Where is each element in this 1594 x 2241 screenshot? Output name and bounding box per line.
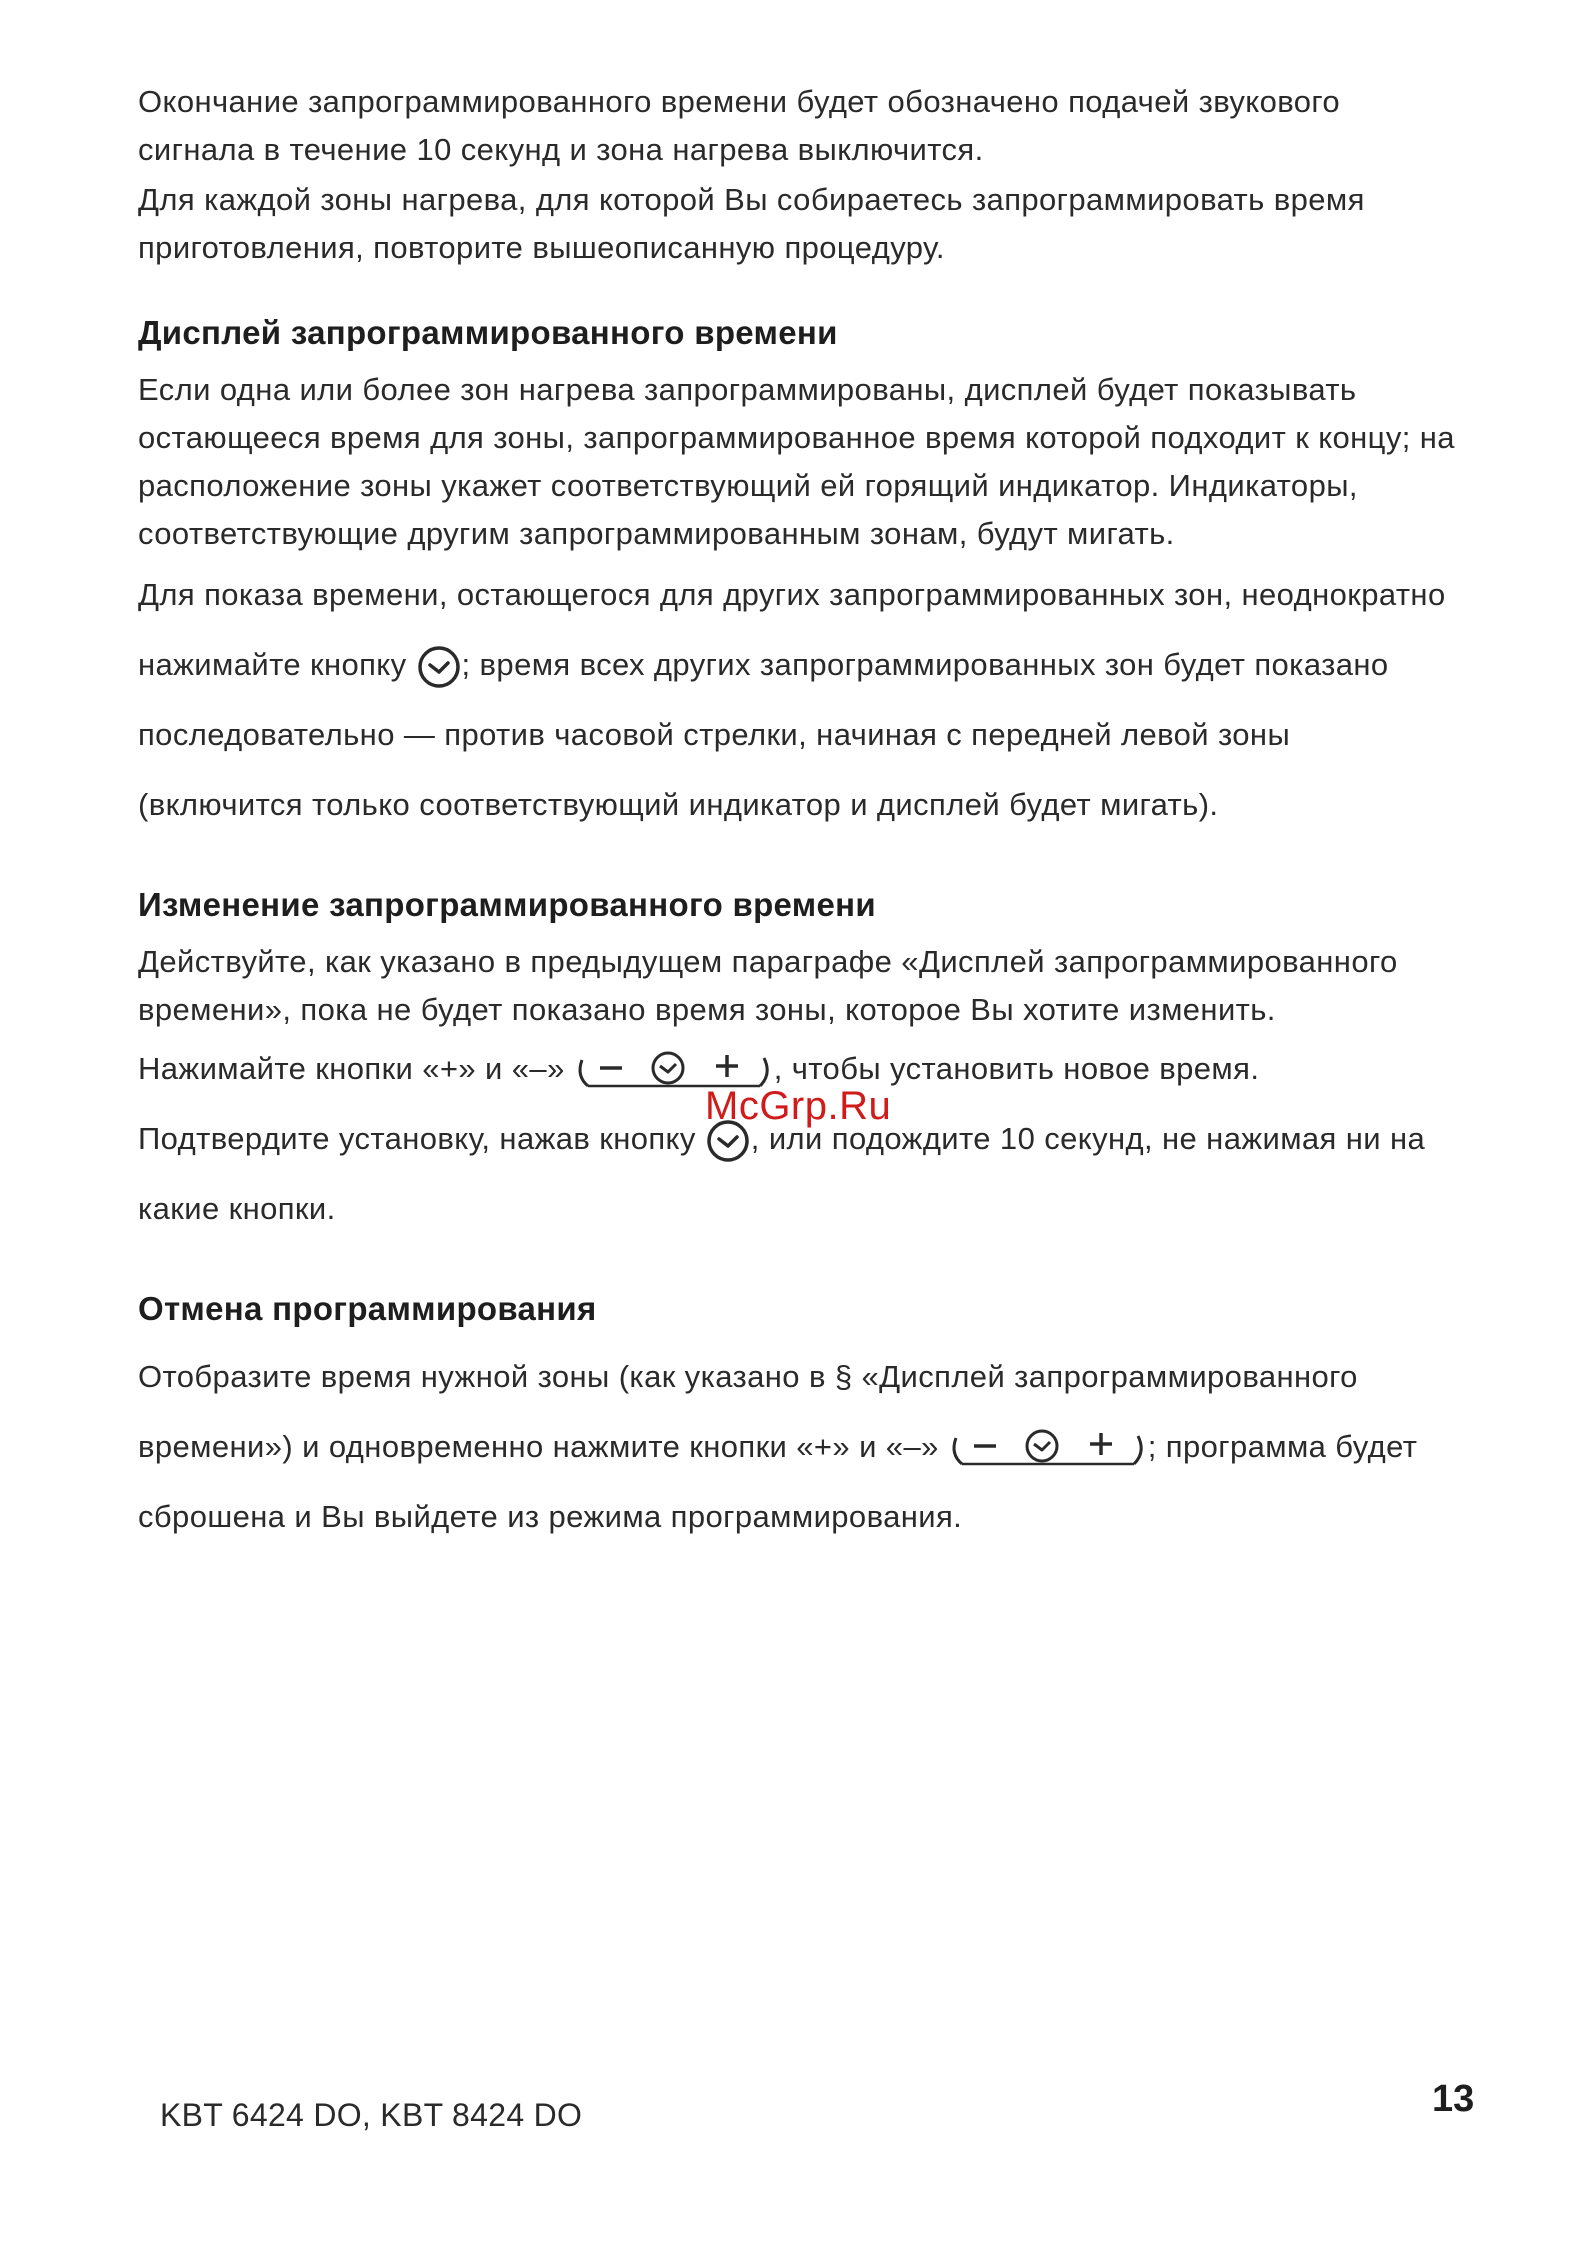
change-paragraph-3-end: , или подождите 10 секунд, не нажимая ни на какие кнопки. — [138, 1121, 1426, 1226]
document-page — [138, 78, 1458, 1552]
cancel-paragraph-1-start: Отобразите время нужной зоны (как указано в § «Дисплей запрограммированного времени») и одновременно нажмите кнопки «+» и «–» — [138, 1359, 1358, 1464]
section-heading-display: Дисплей запрограммированного времени — [138, 314, 838, 351]
intro-paragraph-1: Окончание запрограммированного времени будет обозначено подачей звукового сигнала в течение 10 секунд и зона нагрева выключится. — [138, 84, 1341, 167]
display-paragraph-2-end: ; время всех других запрограммированных зон будет показано последовательно — против часовой стрелки, начиная с передней левой зоны (включится только соответствующий индикатор и дисплей будет мигать). — [138, 647, 1389, 822]
change-paragraph-3-start: Подтвердите установку, нажав кнопку — [138, 1121, 696, 1156]
change-paragraph-1: Действуйте, как указано в предыдущем параграфе «Дисплей запрограммированного времени», пока не будет показано время зоны, которое Вы хотите изменить. — [138, 944, 1398, 1027]
intro-paragraph-2: Для каждой зоны нагрева, для которой Вы собираетесь запрограммировать время приготовления, повторите вышеописанную процедуру. — [138, 182, 1365, 265]
section-heading-change: Изменение запрограммированного времени — [138, 886, 876, 923]
display-paragraph-1: Если одна или более зон нагрева запрограммированы, дисплей будет показывать остающееся время для зоны, запрограммированное время которой подходит к концу; на расположение зоны укажет соответствующий ей горящий индикатор. Индикаторы, соответствующие другим запрограммированным зонам, будут мигать. — [138, 372, 1455, 551]
change-paragraph-2-end: , чтобы установить новое время. — [773, 1051, 1260, 1086]
change-paragraph-2-start: Нажимайте кнопки «+» и «–» — [138, 1051, 565, 1086]
footer-model: KBT 6424 DO, KBT 8424 DO — [160, 2097, 583, 2133]
display-paragraph-2-start: Для показа времени, остающегося для других запрограммированных зон, неоднократно нажимайте кнопку — [138, 577, 1446, 682]
section-heading-cancel: Отмена программирования — [138, 1290, 597, 1327]
cancel-paragraph-1 — [138, 1342, 1458, 1552]
clock-icon — [416, 644, 462, 690]
display-paragraph-2 — [138, 560, 1458, 840]
cancel-paragraph-1-end: ; программа будет сброшена и Вы выйдете из режима программирования. — [138, 1429, 1418, 1534]
minus-clock-plus-icon — [948, 1424, 1148, 1474]
page-number: 13 — [1432, 2078, 1475, 2120]
watermark: McGrp.Ru — [705, 1084, 892, 1128]
